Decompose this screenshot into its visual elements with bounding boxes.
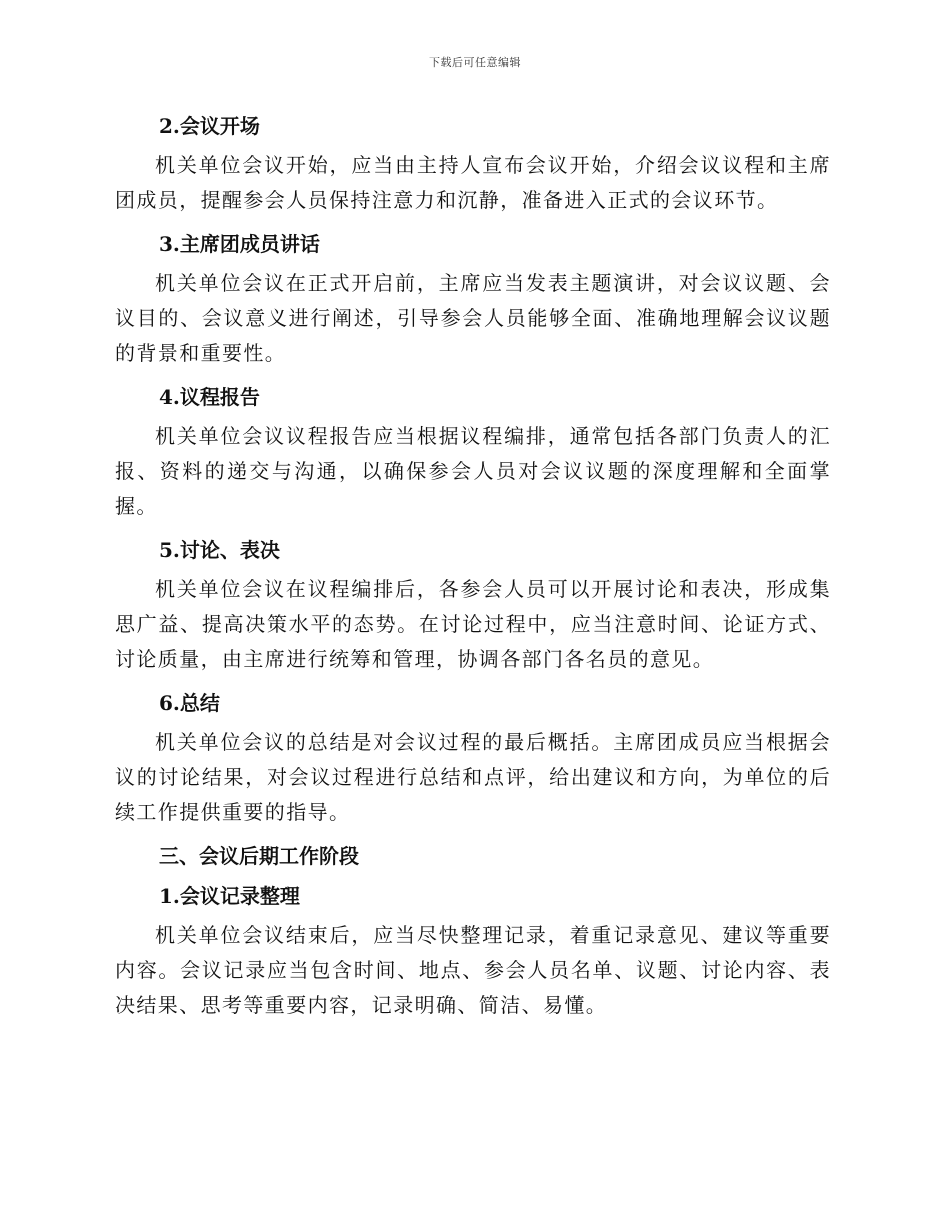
part-heading: 三、会议后期工作阶段 (159, 844, 359, 868)
section-paragraph: 机关单位会议的总结是对会议过程的最后概括。主席团成员应当根据会议的讨论结果，对会议过程进行总结和点评，给出建议和方向，为单位的后续工作提供重要的指导。 (115, 730, 831, 824)
document-body (115, 108, 831, 1023)
section-summary (115, 685, 831, 830)
section-meeting-opening (115, 108, 831, 218)
section-paragraph: 机关单位会议结束后，应当尽快整理记录，着重记录意见、建议等重要内容。会议记录应当包含时间、地点、参会人员名单、议题、讨论内容、表决结果、思考等重要内容，记录明确、简洁、易懂。 (115, 923, 831, 1017)
section-paragraph: 机关单位会议在正式开启前，主席应当发表主题演讲，对会议议题、会议目的、会议意义进行阐述，引导参会人员能够全面、准确地理解会议议题的背景和重要性。 (115, 271, 831, 365)
section-heading: 2.会议开场 (159, 114, 260, 138)
section-paragraph: 机关单位会议议程报告应当根据议程编排，通常包括各部门负责人的汇报、资料的递交与沟通，以确保参会人员对会议议题的深度理解和全面掌握。 (115, 424, 831, 518)
section-presidium-speech (115, 226, 831, 371)
section-heading: 3.主席团成员讲话 (159, 232, 320, 256)
section-meeting-records (115, 878, 831, 1023)
section-agenda-report (115, 379, 831, 524)
section-heading: 4.议程报告 (159, 385, 260, 409)
page-header: 下载后可任意编辑 (429, 56, 521, 69)
section-heading: 6.总结 (159, 691, 220, 715)
section-heading: 1.会议记录整理 (159, 884, 300, 908)
section-heading: 5.讨论、表决 (159, 538, 280, 562)
section-paragraph: 机关单位会议开始，应当由主持人宣布会议开始，介绍会议议程和主席团成员，提醒参会人员保持注意力和沉静，准备进入正式的会议环节。 (115, 153, 831, 212)
section-paragraph: 机关单位会议在议程编排后，各参会人员可以开展讨论和表决，形成集思广益、提高决策水平的态势。在讨论过程中，应当注意时间、论证方式、讨论质量，由主席进行统筹和管理，协调各部门各名员的意见。 (115, 577, 831, 671)
section-discussion-vote (115, 532, 831, 677)
